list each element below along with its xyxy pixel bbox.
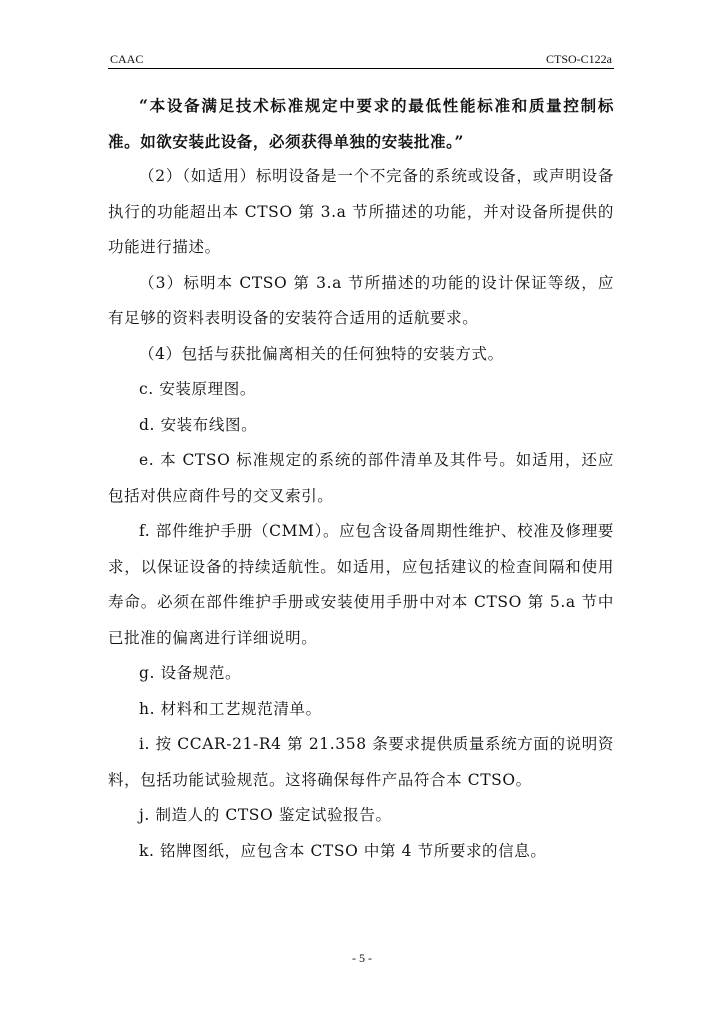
item-j-paragraph: j. 制造人的 CTSO 鉴定试验报告。 <box>139 806 392 824</box>
item-k-paragraph: k. 铭牌图纸，应包含本 CTSO 中第 4 节所要求的信息。 <box>139 841 547 860</box>
page-header <box>108 52 614 69</box>
item-e-paragraph: e. 本 CTSO 标准规定的系统的部件清单及其件号。如适用，还应包括对供应商件号的交叉索引。 <box>108 451 614 505</box>
quoted-statement-paragraph: “本设备满足技术标准规定中要求的最低性能标准和质量控制标准。如欲安装此设备，必须获得单独的安装批准。” <box>108 96 614 151</box>
item-c-paragraph: c. 安装原理图。 <box>139 380 256 398</box>
item-3-paragraph: （3）标明本 CTSO 第 3.a 节所描述的功能的设计保证等级，应有足够的资料表明设备的安装符合适用的适航要求。 <box>108 273 614 327</box>
document-body <box>108 88 614 869</box>
item-g-paragraph: g. 设备规范。 <box>139 664 242 682</box>
item-4-paragraph: （4）包括与获批偏离相关的任何独特的安装方式。 <box>139 344 504 363</box>
item-h-paragraph: h. 材料和工艺规范清单。 <box>139 699 322 718</box>
header-right-text: CTSO-C122a <box>546 52 612 66</box>
header-left-text: CAAC <box>110 52 144 66</box>
page-number: - 5 - <box>352 951 372 965</box>
item-2-paragraph: （2）（如适用）标明设备是一个不完备的系统或设备，或声明设备执行的功能超出本 CTSO 第 3.a 节所描述的功能，并对设备所提供的功能进行描述。 <box>108 167 614 256</box>
item-d-paragraph: d. 安装布线图。 <box>139 415 258 434</box>
item-i-paragraph: i. 按 CCAR-21-R4 第 21.358 条要求提供质量系统方面的说明资料，包括功能试验规范。这将确保每件产品符合本 CTSO。 <box>108 735 614 789</box>
item-f-paragraph: f. 部件维护手册（CMM）。应包含设备周期性维护、校准及修理要求，以保证设备的持续适航性。如适用，应包括建议的检查间隔和使用寿命。必须在部件维护手册或安装使用手册中对本 CTSO 第 5.a 节中已批准的偏离进行详细说明。 <box>108 522 614 647</box>
